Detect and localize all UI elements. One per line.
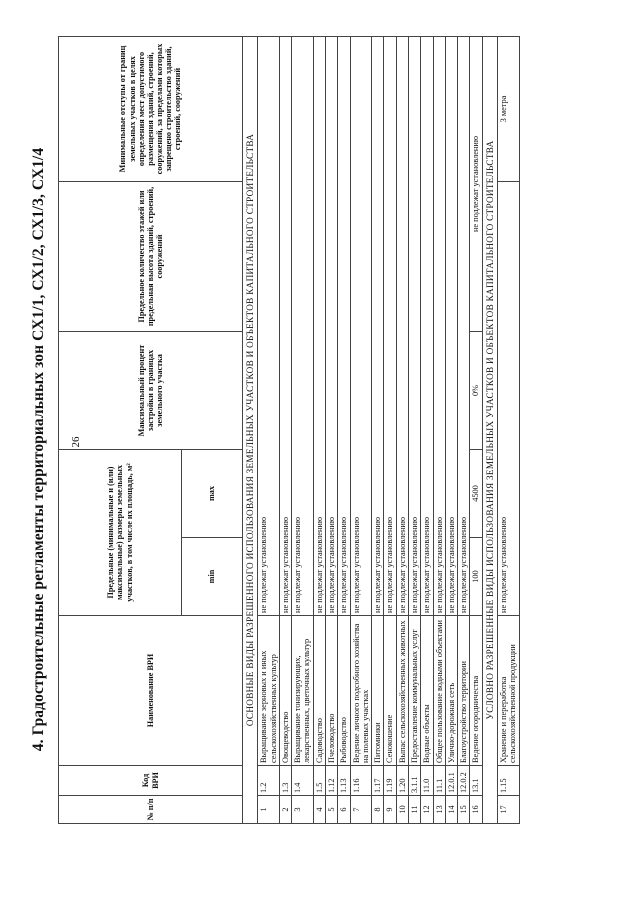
- row-name: Выращивание зерновых и иных сельскохозяйственных культур: [258, 616, 280, 766]
- row-percent: 0%: [470, 332, 482, 450]
- row-num: 17: [497, 796, 519, 824]
- row-num: 15: [458, 796, 470, 824]
- row-value: не подлежат установлению: [396, 37, 408, 616]
- table-row: [279, 37, 291, 824]
- row-value: не подлежат установлению: [372, 37, 384, 616]
- row-code: 12.0.1: [445, 766, 457, 796]
- table-row: [384, 37, 396, 824]
- section-main: ОСНОВНЫЕ ВИДЫ РАЗРЕШЕННОГО ИСПОЛЬЗОВАНИЯ ЗЕМЕЛЬНЫХ УЧАСТКОВ И ОБЪЕКТОВ КАПИТАЛЬНОГО СТРОИТЕЛЬСТВА: [243, 37, 258, 824]
- row-num: 11: [408, 796, 420, 824]
- row-setback: 3 метра: [497, 37, 519, 182]
- row-num: 2: [279, 796, 291, 824]
- row-name: Улично-дорожная сеть: [445, 616, 457, 766]
- header-setback: Минимальные отступы от границ земельных участков в целях определения мест допустимого размещения зданий, строений, сооружений, за пределами которых запрещено строительство зданий, строений, сооружений: [59, 37, 243, 182]
- header-max: max: [182, 450, 243, 538]
- page-title: 4. Градостроительные регламенты территориальных зон СХ1/1, СХ1/2, СХ1/3, СХ1/4: [30, 147, 47, 752]
- regulations-table-wrap: [58, 37, 520, 824]
- row-num: 7: [350, 796, 372, 824]
- row-value: не подлежат установлению: [445, 37, 457, 616]
- row-code: 11.1: [433, 766, 445, 796]
- row-num: 10: [396, 796, 408, 824]
- row-code: 13.1: [470, 766, 482, 796]
- row-value: не подлежат установлению: [258, 37, 280, 616]
- row-code: 1.2: [258, 766, 280, 796]
- table-row: [445, 37, 457, 824]
- table-row: [470, 37, 482, 824]
- header-percent: Максимальный процент застройки в границах земельного участка: [59, 332, 243, 450]
- section-row-main: [243, 37, 258, 824]
- table-row: [458, 37, 470, 824]
- section-conditional: УСЛОВНО РАЗРЕШЕННЫЕ ВИДЫ ИСПОЛЬЗОВАНИЯ ЗЕМЕЛЬНЫХ УЧАСТКОВ И ОБЪЕКТОВ КАПИТАЛЬНОГО СТРОИТЕЛЬСТВА: [482, 37, 497, 824]
- row-name: Водные объекты: [421, 616, 433, 766]
- table-row: [350, 37, 372, 824]
- row-code: 1.13: [338, 766, 350, 796]
- row-code: 1.20: [396, 766, 408, 796]
- header-code: Код ВРИ: [59, 766, 243, 796]
- row-rest: не подлежат установлению: [470, 37, 482, 332]
- page-number: 26: [70, 436, 82, 448]
- table-row: [408, 37, 420, 824]
- section-row-conditional: [482, 37, 497, 824]
- header-name: Наименование ВРИ: [59, 616, 243, 766]
- row-name: Выпас сельскохозяйственных животных: [396, 616, 408, 766]
- row-value: не подлежат установлению: [458, 37, 470, 616]
- row-code: 1.16: [350, 766, 372, 796]
- row-num: 3: [292, 796, 314, 824]
- row-num: 16: [470, 796, 482, 824]
- row-code: 1.17: [372, 766, 384, 796]
- row-value: не подлежат установлению: [421, 37, 433, 616]
- row-num: 6: [338, 796, 350, 824]
- row-code: 1.4: [292, 766, 314, 796]
- row-num: 1: [258, 796, 280, 824]
- header-num: № п/п: [59, 796, 243, 824]
- row-name: Овощеводство: [279, 616, 291, 766]
- row-value: не подлежат установлению: [338, 37, 350, 616]
- row-code: 1.19: [384, 766, 396, 796]
- row-name: Предоставление коммунальных услуг: [408, 616, 420, 766]
- row-name: Рыбоводство: [338, 616, 350, 766]
- row-name: Ведение личного подсобного хозяйства на полевых участках: [350, 616, 372, 766]
- table-row: [338, 37, 350, 824]
- row-code: 3.1.1: [408, 766, 420, 796]
- row-value: не подлежат установлению: [325, 37, 337, 616]
- row-num: 9: [384, 796, 396, 824]
- table-header-row: [59, 37, 182, 824]
- row-value: не подлежат установлению: [408, 37, 420, 616]
- row-num: 14: [445, 796, 457, 824]
- row-min: 100: [470, 538, 482, 616]
- row-name: Садоводство: [313, 616, 325, 766]
- row-num: 12: [421, 796, 433, 824]
- row-name: Ведение огородничества: [470, 616, 482, 766]
- table-row: [421, 37, 433, 824]
- regulations-table: [58, 36, 520, 824]
- row-name: Сенокошение: [384, 616, 396, 766]
- row-value: не подлежат установлению: [279, 37, 291, 616]
- row-code: 1.15: [497, 766, 519, 796]
- table-row: [497, 37, 519, 824]
- header-size: Предельные (минимальные и (или) максимальные) размеры земельных участков, в том числе их площадь, м²: [59, 450, 182, 616]
- table-row: [292, 37, 314, 824]
- row-value: не подлежат установлению: [292, 37, 314, 616]
- row-name: Общее пользование водными объектами: [433, 616, 445, 766]
- row-code: 11.0: [421, 766, 433, 796]
- row-num: 4: [313, 796, 325, 824]
- row-name: Хранение и переработка сельскохозяйственной продукции: [497, 616, 519, 766]
- row-code: 1.3: [279, 766, 291, 796]
- table-row: [313, 37, 325, 824]
- header-min: min: [182, 538, 243, 616]
- table-row: [258, 37, 280, 824]
- row-value: не подлежат установлению: [497, 182, 519, 616]
- row-max: 4500: [470, 450, 482, 538]
- row-name: Пчеловодство: [325, 616, 337, 766]
- row-name: Выращивание тонизирующих, лекарственных, цветочных культур: [292, 616, 314, 766]
- row-value: не подлежат установлению: [433, 37, 445, 616]
- row-name: Благоустройство территории: [458, 616, 470, 766]
- row-value: не подлежат установлению: [384, 37, 396, 616]
- row-num: 8: [372, 796, 384, 824]
- table-row: [372, 37, 384, 824]
- row-num: 13: [433, 796, 445, 824]
- row-code: 12.0.2: [458, 766, 470, 796]
- header-floors: Предельное количество этажей или предельная высота зданий, строений, сооружений: [59, 182, 243, 332]
- table-row: [433, 37, 445, 824]
- table-row: [325, 37, 337, 824]
- table-row: [396, 37, 408, 824]
- rotated-content: [20, 37, 620, 862]
- row-code: 1.5: [313, 766, 325, 796]
- row-name: Питомники: [372, 616, 384, 766]
- row-num: 5: [325, 796, 337, 824]
- row-value: не подлежат установлению: [313, 37, 325, 616]
- row-code: 1.12: [325, 766, 337, 796]
- row-value: не подлежат установлению: [350, 37, 372, 616]
